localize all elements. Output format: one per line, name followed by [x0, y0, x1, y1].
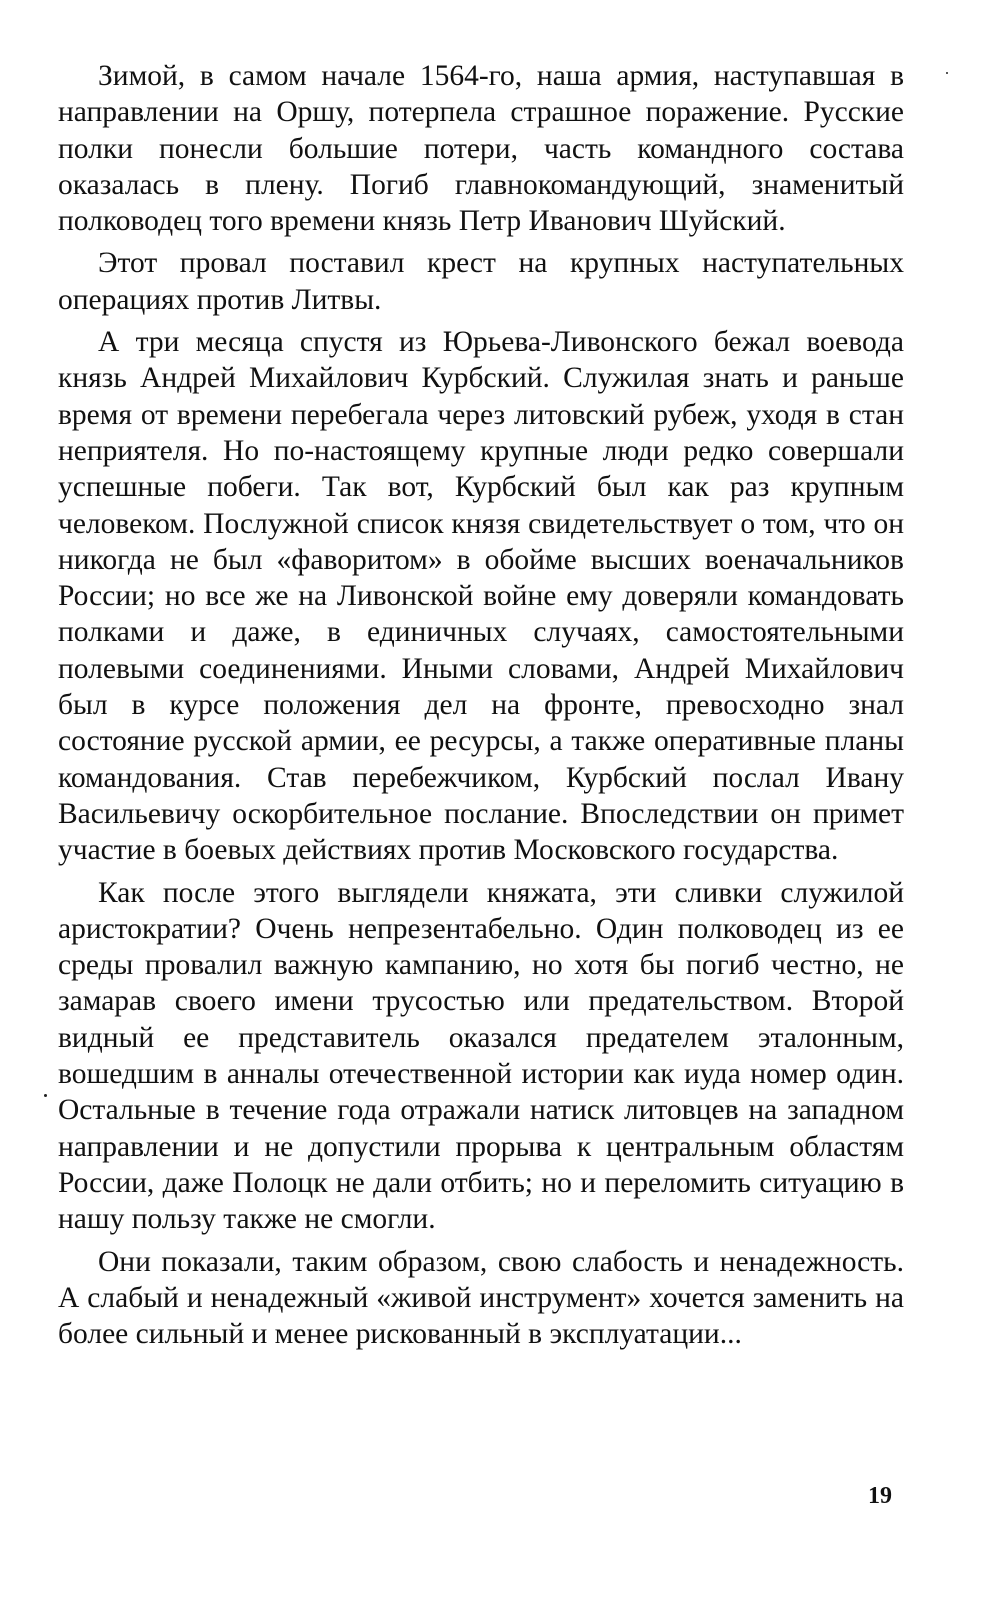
paragraph-5: Они показали, таким образом, свою слабость и ненадежность. А слабый и ненадежный «живой инструмент» хочется заменить на более сильный и менее рискованный в эксплуатации... [58, 1245, 904, 1351]
body-text [58, 58, 904, 1358]
scan-speck [44, 1094, 47, 1097]
paragraph-4: Как после этого выглядели княжата, эти сливки служилой аристократии? Очень непрезентабельно. Один полководец из ее среды провалил важную кампанию, но хотя бы погиб честно, не замарав своего имени трусостью или предательством. Второй видный ее представитель оказался предателем эталонным, вошедшим в анналы отечественной истории как иуда номер один. Остальные в течение года отражали натиск литовцев на западном направлении и не допустили прорыва к центральным областям России, даже Полоцк не дали отбить; но и переломить ситуацию в нашу пользу также не смогли. [58, 876, 904, 1236]
page-number: 19 [868, 1483, 892, 1509]
paragraph-1: Зимой, в самом начале 1564-го, наша армия, наступавшая в направлении на Оршу, потерпела страшное поражение. Русские полки понесли большие потери, часть командного состава оказалась в плену. Погиб главнокомандующий, знаменитый полководец того времени князь Петр Иванович Шуйский. [58, 60, 904, 238]
paragraph-2: Этот провал поставил крест на крупных наступательных операциях против Литвы. [58, 247, 904, 316]
paragraph-3: А три месяца спустя из Юрьева-Ливонского бежал воевода князь Андрей Михайлович Курбский. Служилая знать и раньше время от времени перебегала через литовский рубеж, уходя в стан неприятеля. Но по-настоящему крупные люди редко совершали успешные побеги. Так вот, Курбский был как раз крупным человеком. Послужной список князя свидетельствует о том, что он никогда не был «фаворитом» в обойме высших военачальников России; но все же на Ливонской войне ему доверяли командовать полками и даже, в единичных случаях, самостоятельными полевыми соединениями. Иными словами, Андрей Михайлович был в курсе положения дел на фронте, превосходно знал состояние русской армии, ее ресурсы, а также оперативные планы командования. Став перебежчиком, Курбский послал Ивану Васильевичу оскорбительное послание. Впоследствии он примет участие в боевых действиях против Московского государства. [58, 326, 904, 867]
scan-speck [946, 72, 948, 74]
